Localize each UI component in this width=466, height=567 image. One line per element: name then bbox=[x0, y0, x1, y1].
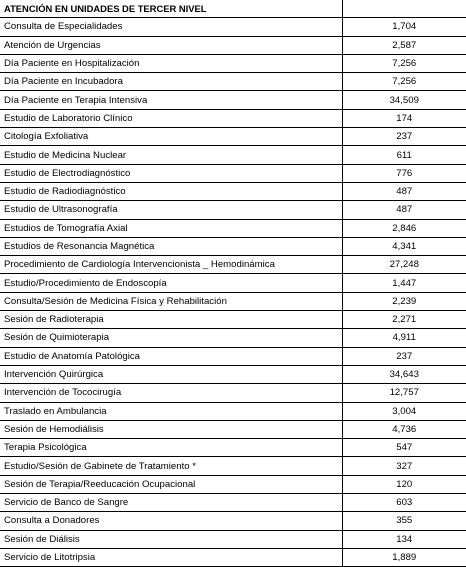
service-label: Estudio/Procedimiento de Endoscopía bbox=[0, 274, 342, 292]
table-row bbox=[0, 384, 466, 402]
service-label: Estudio de Ultrasonografía bbox=[0, 201, 342, 219]
service-label: Estudio de Laboratorio Clínico bbox=[0, 109, 342, 127]
service-value: 12,757 bbox=[342, 384, 466, 402]
table-row bbox=[0, 256, 466, 274]
service-value: 7,256 bbox=[342, 73, 466, 91]
table-row bbox=[0, 475, 466, 493]
service-label: Estudio de Medicina Nuclear bbox=[0, 146, 342, 164]
service-label: Terapia Psicológica bbox=[0, 439, 342, 457]
table-row bbox=[0, 91, 466, 109]
table-row bbox=[0, 109, 466, 127]
service-value: 4,736 bbox=[342, 420, 466, 438]
table-row bbox=[0, 36, 466, 54]
service-label: Estudios de Resonancia Magnética bbox=[0, 237, 342, 255]
service-value: 134 bbox=[342, 530, 466, 548]
service-label: Intervención de Tococirugía bbox=[0, 384, 342, 402]
value-column-header bbox=[342, 0, 466, 18]
service-value: 611 bbox=[342, 146, 466, 164]
table-row bbox=[0, 182, 466, 200]
service-label: Atención de Urgencias bbox=[0, 36, 342, 54]
service-label: Estudio de Anatomía Patológica bbox=[0, 347, 342, 365]
table-row bbox=[0, 201, 466, 219]
service-label: Estudio de Radiodiagnóstico bbox=[0, 182, 342, 200]
table-row bbox=[0, 73, 466, 91]
service-label: Consulta/Sesión de Medicina Física y Rehabilitación bbox=[0, 292, 342, 310]
service-value: 327 bbox=[342, 457, 466, 475]
service-value: 355 bbox=[342, 512, 466, 530]
service-label: Día Paciente en Incubadora bbox=[0, 73, 342, 91]
service-label: Estudio/Sesión de Gabinete de Tratamiento * bbox=[0, 457, 342, 475]
table-row bbox=[0, 347, 466, 365]
service-label: Consulta a Donadores bbox=[0, 512, 342, 530]
service-value: 174 bbox=[342, 109, 466, 127]
table-row bbox=[0, 439, 466, 457]
service-value: 1,447 bbox=[342, 274, 466, 292]
service-value: 4,341 bbox=[342, 237, 466, 255]
service-label: Sesión de Radioterapia bbox=[0, 311, 342, 329]
table-header-row bbox=[0, 0, 466, 18]
service-label: Sesión de Quimioterapia bbox=[0, 329, 342, 347]
table-body bbox=[0, 18, 466, 567]
table-row bbox=[0, 512, 466, 530]
service-label: Sesión de Diálisis bbox=[0, 530, 342, 548]
table-row bbox=[0, 274, 466, 292]
service-value: 4,911 bbox=[342, 329, 466, 347]
service-value: 2,239 bbox=[342, 292, 466, 310]
service-value: 2,587 bbox=[342, 36, 466, 54]
service-value: 34,643 bbox=[342, 365, 466, 383]
service-value: 237 bbox=[342, 347, 466, 365]
table-row bbox=[0, 494, 466, 512]
service-label: Consulta de Especialidades bbox=[0, 18, 342, 36]
table-row bbox=[0, 365, 466, 383]
table-row bbox=[0, 146, 466, 164]
service-label: Sesión de Terapia/Reeducación Ocupacional bbox=[0, 475, 342, 493]
service-value: 3,004 bbox=[342, 402, 466, 420]
service-label: Procedimiento de Cardiología Intervencionista _ Hemodinámica bbox=[0, 256, 342, 274]
table-row bbox=[0, 548, 466, 566]
service-value: 547 bbox=[342, 439, 466, 457]
table-row bbox=[0, 18, 466, 36]
table-row bbox=[0, 128, 466, 146]
service-value: 34,509 bbox=[342, 91, 466, 109]
service-label: Citología Exfoliativa bbox=[0, 128, 342, 146]
service-value: 237 bbox=[342, 128, 466, 146]
table-row bbox=[0, 54, 466, 72]
table-row bbox=[0, 402, 466, 420]
service-label: Sesión de Hemodiálisis bbox=[0, 420, 342, 438]
service-label: Intervención Quirúrgica bbox=[0, 365, 342, 383]
service-label: Servicio de Litotripsia bbox=[0, 548, 342, 566]
service-value: 487 bbox=[342, 201, 466, 219]
service-value: 7,256 bbox=[342, 54, 466, 72]
table-row bbox=[0, 237, 466, 255]
service-label: Estudios de Tomografía Axial bbox=[0, 219, 342, 237]
service-value: 120 bbox=[342, 475, 466, 493]
service-label: Servicio de Banco de Sangre bbox=[0, 494, 342, 512]
service-label: Estudio de Electrodiagnóstico bbox=[0, 164, 342, 182]
service-value: 487 bbox=[342, 182, 466, 200]
service-value: 2,271 bbox=[342, 311, 466, 329]
table-row bbox=[0, 530, 466, 548]
table-row bbox=[0, 219, 466, 237]
table-row bbox=[0, 311, 466, 329]
service-label: Día Paciente en Terapia Intensiva bbox=[0, 91, 342, 109]
service-value: 27,248 bbox=[342, 256, 466, 274]
table-row bbox=[0, 164, 466, 182]
service-value: 603 bbox=[342, 494, 466, 512]
service-value: 1,889 bbox=[342, 548, 466, 566]
service-label: Día Paciente en Hospitalización bbox=[0, 54, 342, 72]
table-row bbox=[0, 329, 466, 347]
table-row bbox=[0, 420, 466, 438]
service-label: Traslado en Ambulancia bbox=[0, 402, 342, 420]
table-title: ATENCIÓN EN UNIDADES DE TERCER NIVEL bbox=[0, 0, 342, 18]
service-value: 1,704 bbox=[342, 18, 466, 36]
table-row bbox=[0, 292, 466, 310]
service-value: 2,846 bbox=[342, 219, 466, 237]
service-value: 776 bbox=[342, 164, 466, 182]
table-row bbox=[0, 457, 466, 475]
